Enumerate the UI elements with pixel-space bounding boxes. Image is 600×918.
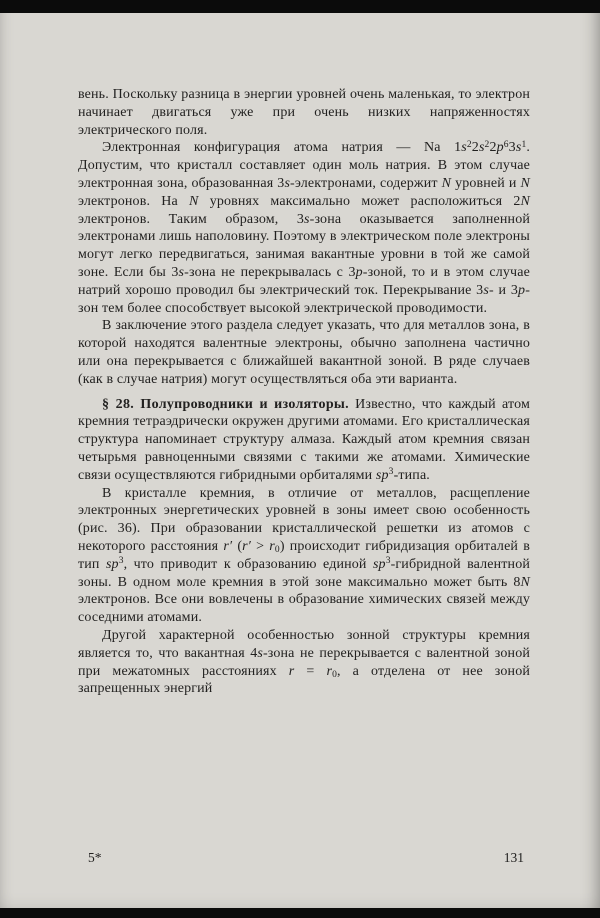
text-run: s — [478, 140, 485, 156]
text-run: -зон тем более способствует высокой электрической проводимости. — [78, 282, 530, 316]
text-run: sp — [372, 556, 386, 572]
text-run: p — [355, 264, 363, 280]
text-run: 3 — [388, 467, 394, 478]
text-run: -зоной, то и в этом случае натрий хорошо проводил бы электрический ток. Перекрывание 3 — [78, 264, 530, 298]
text-run: r — [269, 538, 275, 554]
page-number: 131 — [503, 850, 524, 865]
text-run: 2 — [484, 140, 490, 151]
text-run: s — [257, 645, 263, 661]
paragraph-continuation — [78, 86, 530, 139]
paragraph-silicon-bands — [78, 485, 530, 627]
text-run: sp — [375, 467, 389, 483]
text-run: 0 — [274, 545, 280, 556]
text-run: -типа. — [393, 467, 430, 483]
text-run: -зона оказывается заполненной электронами лишь наполовину. Поэтому в электрическом поле электроны могут легко передвигаться, занимая вакантные уровни в той же самой зоне. Если бы 3 — [78, 211, 530, 280]
text-run: ( — [232, 538, 243, 554]
text-run: = — [294, 663, 327, 679]
text-run: > — [250, 538, 270, 554]
text-run: s — [284, 175, 291, 191]
text-run: - и 3 — [488, 282, 519, 298]
signature-mark: 5* — [88, 850, 102, 865]
text-run: 6 — [503, 140, 509, 151]
text-run: N — [189, 193, 199, 209]
text-run: электронов. Таким образом, 3 — [78, 211, 305, 227]
text-run: Известно, что каждый атом кремния тетраэдрически окружен другими атомами. Его кристаллическая структура напоминает структуру алмаза. Каждый атом кремния связан четырьмя равноценными связями с такими же атомами. Химические связи осуществляются гибридными орбиталями — [78, 396, 531, 483]
text-run: s — [304, 211, 310, 227]
scan-edge-bottom — [0, 908, 600, 918]
text-run: N — [520, 193, 531, 209]
text-run: p — [496, 140, 504, 156]
text-run: Другой характерной особенностью зонной структуры кремния является то, что вакантная 4 — [78, 627, 530, 661]
text-run: 3 — [508, 140, 516, 156]
text-run: 3 — [118, 556, 124, 567]
text-run: -зона не перекрывается с валентной зоной при межатомных расстояниях — [78, 645, 530, 679]
text-run: r′ — [242, 538, 251, 554]
text-run: . Допустим, что кристалл составляет один моль натрия. В этом случае электронная зона, образованная 3 — [78, 140, 530, 191]
paragraph-band-gap — [78, 627, 530, 698]
scan-edge-top — [0, 0, 600, 13]
text-run: 1 — [521, 140, 527, 151]
paragraph-sodium-configuration — [78, 139, 530, 317]
text-run: В заключение этого раздела следует указать, что для металлов зона, в которой находятся валентные электроны, обычно заполнена частично или она перекрывается с ближайшей вакантной зоной. В ряде случаев (как в случае натрия) могут осуществляться оба эти варианта. — [78, 318, 530, 387]
text-run: s — [483, 282, 489, 298]
text-run: 2 — [489, 140, 497, 156]
paragraph-metals-conclusion — [78, 317, 530, 388]
text-run: r — [326, 663, 333, 679]
text-run: 3 — [385, 556, 391, 567]
text-run: s — [178, 264, 185, 280]
text-run: -зона не перекрывалась с 3 — [184, 264, 356, 280]
text-run: p — [518, 282, 526, 298]
text-run: электронов. На — [78, 193, 190, 209]
text-run: -гибридной валентной зоны. В одном моле кремния в этой зоне максимально может быть 8 — [78, 556, 530, 590]
text-run: уровнях максимально может расположиться 2 — [198, 193, 521, 209]
text-run: N — [441, 175, 452, 191]
text-run: sp — [105, 556, 119, 572]
page-footer — [88, 850, 524, 866]
text-run: r′ — [223, 538, 233, 554]
text-run: N — [520, 574, 530, 590]
text-run: r — [288, 663, 295, 679]
text-run: ) происходит гибридизация орбиталей в тип — [78, 538, 530, 572]
text-run: электронов. Все они вовлечены в образование химических связей между соседними атомами. — [78, 592, 530, 626]
text-run: Электронная конфигурация атома натрия — Na 1 — [102, 140, 462, 156]
text-run: , а отделена от нее зоной запрещенных энергий — [78, 663, 530, 697]
section-28-paragraph — [78, 396, 530, 485]
text-run: вень. Поскольку разница в энергии уровней очень маленькая, то электрон начинает двигаться уже при очень низких напряженностях электрического поля. — [78, 87, 530, 138]
text-run: -электронами, содержит — [290, 175, 442, 191]
section-heading-text: § 28. Полупроводники и изоляторы. — [102, 396, 349, 412]
text-run: 2 — [471, 140, 479, 156]
text-run: В кристалле кремния, в отличие от металлов, расщепление электронных энергетических уровней в зоны имеет свою особенность (рис. 36). При образовании кристаллической решетки из атомов с некоторого расстояния — [78, 485, 530, 554]
text-run: 0 — [332, 669, 337, 680]
text-run: , что приводит к образованию единой — [123, 556, 373, 572]
text-run: s — [461, 140, 467, 156]
text-block — [78, 86, 530, 698]
text-run: N — [520, 175, 530, 191]
text-run: 2 — [466, 140, 472, 151]
text-run: s — [515, 140, 522, 156]
text-run: уровней и — [451, 175, 521, 191]
